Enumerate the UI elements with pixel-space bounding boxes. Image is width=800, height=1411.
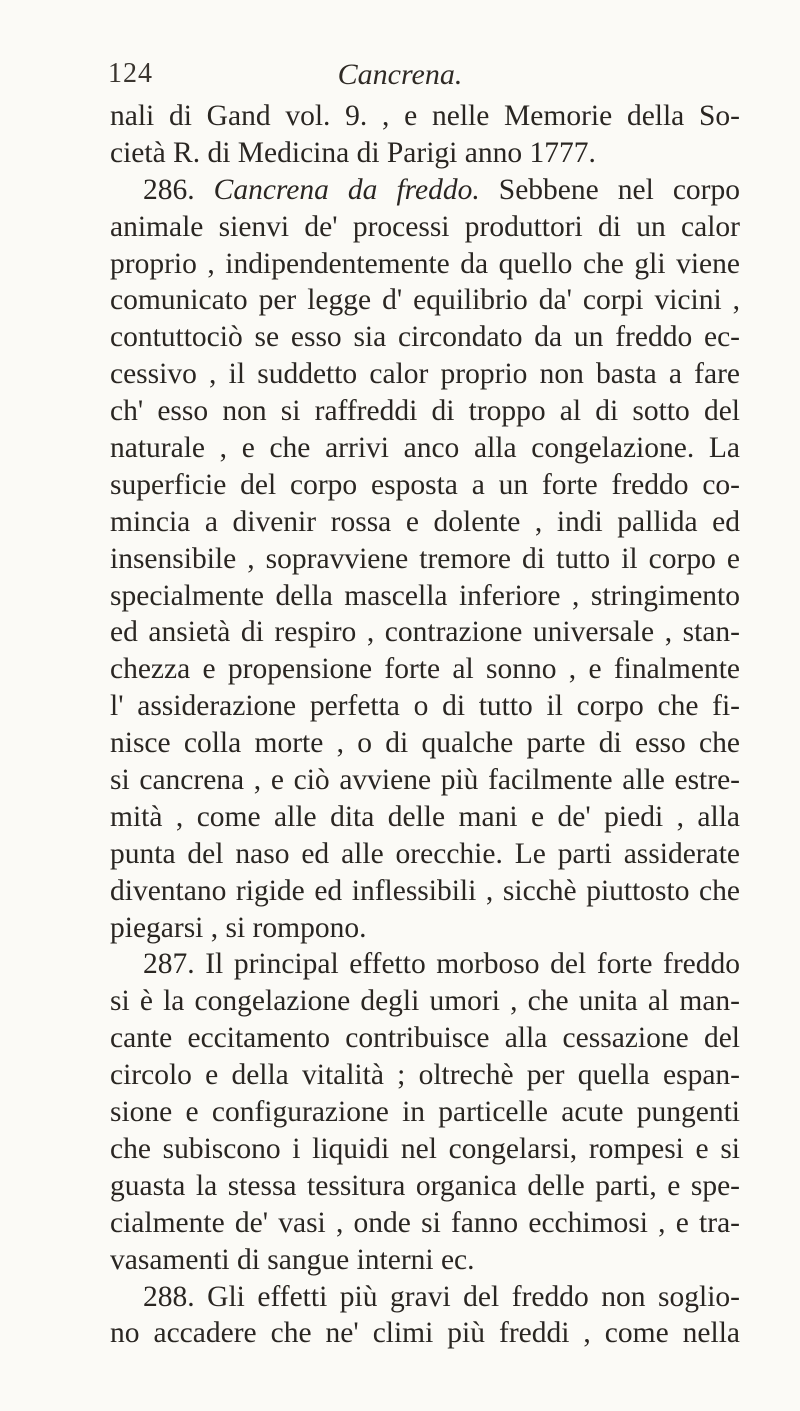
text-line: ed ansietà di respiro , contrazione universale , stan- [110, 616, 740, 649]
text-line: comunicato per legge d' equilibrio da' corpi vicini , [110, 284, 740, 317]
line-text: Gli effetti più gravi del freddo non soglio- [207, 1280, 740, 1313]
text-line: animale sienvi de' processi produttori di un calor [110, 210, 740, 243]
line-text: Il principal effetto morboso del forte freddo [205, 948, 741, 981]
body-text [110, 98, 740, 1352]
text-line: cietà R. di Medicina di Parigi anno 1777. [110, 136, 596, 169]
text-line: nali di Gand vol. 9. , e nelle Memorie della So- [110, 100, 740, 132]
section-title: Cancrena da freddo. [213, 173, 480, 206]
text-line: l' assiderazione perfetta o di tutto il corpo che fi- [110, 690, 740, 723]
text-line: piegarsi , si rompono. [110, 911, 367, 944]
text-line: contuttociò se esso sia circondato da un freddo ec- [110, 321, 740, 354]
text-line: insensibile , sopravviene tremore di tutto il corpo e [110, 542, 740, 575]
text-line: guasta la stessa tessitura organica delle parti, e spe- [110, 1169, 740, 1202]
text-line: naturale , e che arrivi anco alla congelazione. La [110, 432, 740, 465]
text-line: specialmente della mascella inferiore , stringimento [110, 579, 740, 612]
text-line: circolo e della vitalità ; oltrechè per quella espan- [110, 1059, 740, 1092]
text-line [110, 1279, 740, 1316]
section-number: 287. [143, 948, 195, 981]
section-number: 288. [143, 1280, 195, 1313]
page-number: 124 [108, 58, 153, 89]
running-head: Cancrena. [337, 58, 463, 91]
text-line [110, 946, 740, 983]
text-line: ch' esso non si raffreddi di troppo al di sotto del [110, 395, 740, 428]
page-header [0, 58, 800, 98]
text-line: nisce colla morte , o di qualche parte di esso che [110, 727, 740, 760]
text-line: si è la congelazione degli umori , che unita al man- [110, 985, 740, 1018]
text-line: chezza e propensione forte al sonno , e finalmente [110, 653, 740, 686]
text-line: cante eccitamento contribuisce alla cessazione del [110, 1022, 740, 1055]
line-text: Sebbene nel corpo [479, 173, 740, 206]
text-line: cessivo , il suddetto calor proprio non basta a fare [110, 358, 740, 391]
text-line: mità , come alle dita delle mani e de' piedi , alla [110, 800, 740, 833]
text-line: punta del naso ed alle orecchie. Le parti assiderate [110, 837, 740, 870]
text-line: diventano rigide ed inflessibili , sicchè piuttosto che [110, 874, 740, 907]
text-line: che subiscono i liquidi nel congelarsi, rompesi e si [110, 1132, 740, 1165]
text-line: sione e configurazione in particelle acute pungenti [110, 1096, 740, 1129]
text-line: cialmente de' vasi , onde si fanno ecchimosi , e tra- [110, 1206, 740, 1239]
text-line: no accadere che ne' climi più freddi , come nella [110, 1317, 740, 1350]
text-line: superficie del corpo esposta a un forte freddo co- [110, 468, 740, 501]
text-line: mincia a divenir rossa e dolente , indi pallida ed [110, 505, 740, 538]
text-line [110, 172, 740, 209]
text-line: proprio , indipendentemente da quello che gli viene [110, 247, 740, 280]
section-number: 286. [143, 173, 195, 206]
text-line: si cancrena , e ciò avviene più facilmente alle estre- [110, 764, 740, 797]
text-line: vasamenti di sangue interni ec. [110, 1243, 475, 1276]
